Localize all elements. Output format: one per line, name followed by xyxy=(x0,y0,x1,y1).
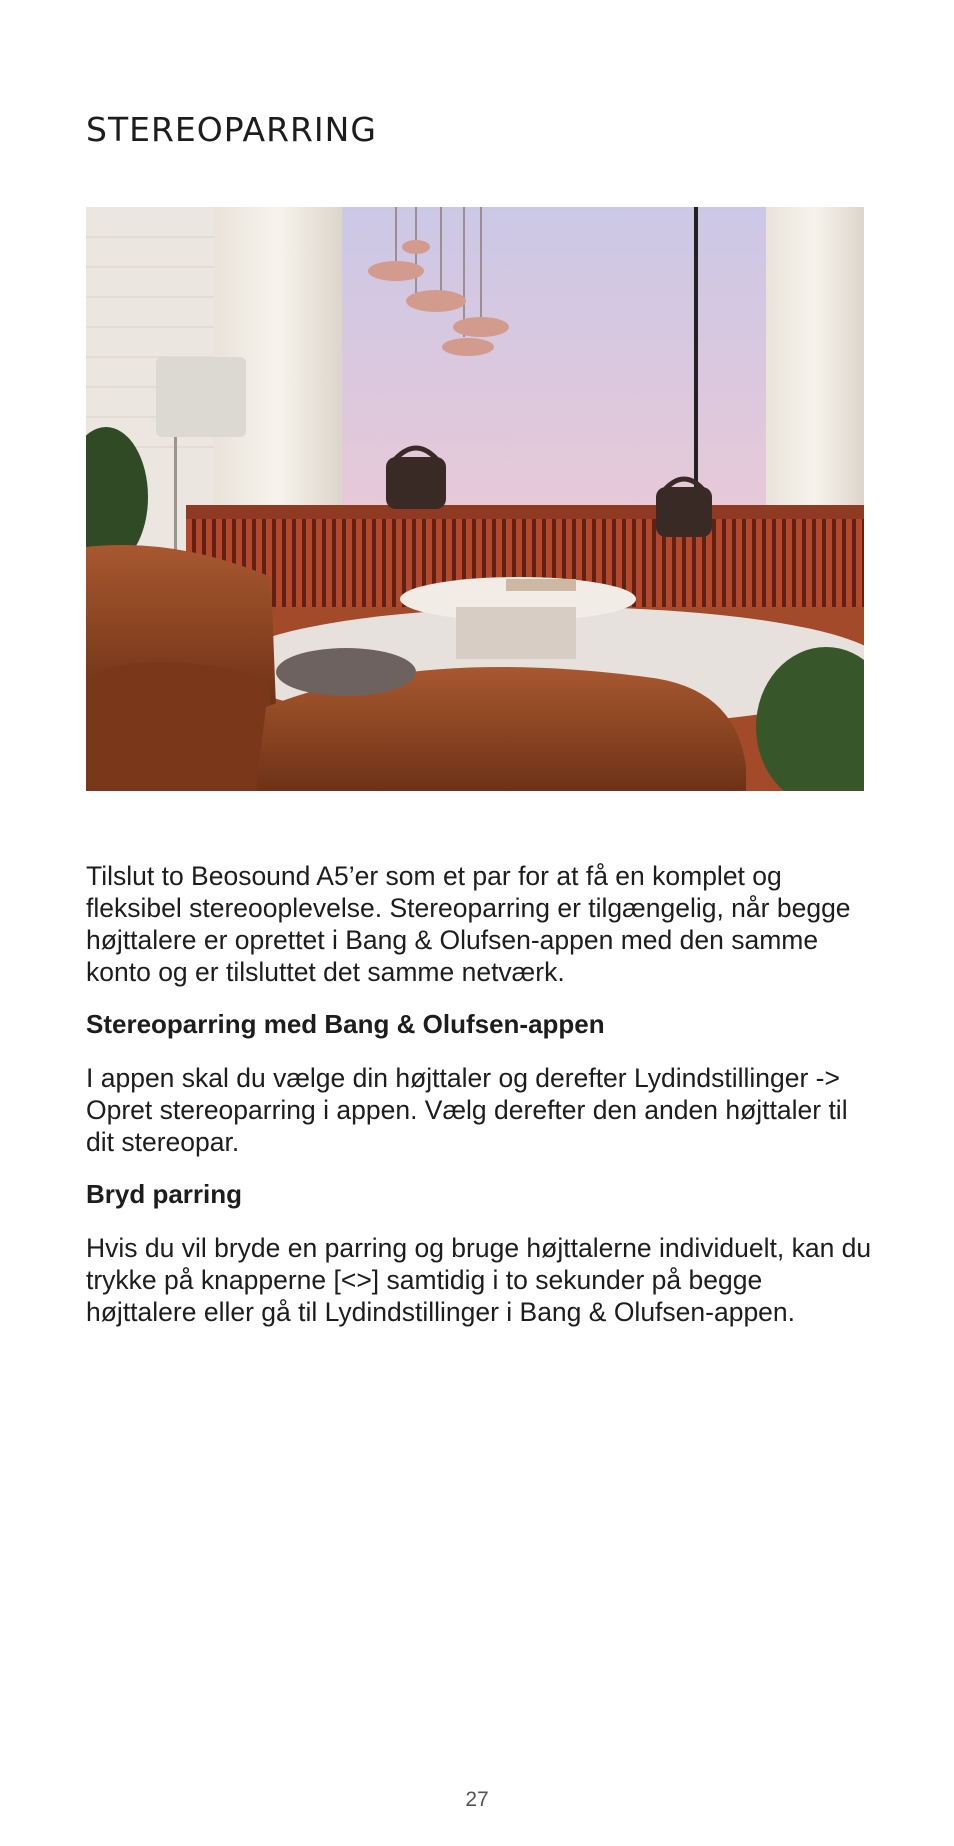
page-number: 27 xyxy=(465,1788,489,1811)
section-heading-app-pairing: Stereoparring med Bang & Olufsen-appen xyxy=(86,1009,605,1039)
break-pairing-paragraph: Hvis du vil bryde en parring og bruge højttalerne individuelt, kan du trykke på knapperne [<>] samtidig i to sekunder på begge højttalere eller gå til Lydindstillinger i Bang & Olufsen-appen. xyxy=(86,1233,872,1327)
section-heading-break-pairing: Bryd parring xyxy=(86,1179,243,1209)
app-pairing-paragraph: I appen skal du vælge din højttaler og derefter Lydindstillinger -> Opret stereoparring i appen. Vælg derefter den anden højttaler til dit stereopar. xyxy=(86,1063,848,1157)
body-text xyxy=(86,860,876,1328)
page-title: STEREOPARRING xyxy=(86,110,377,149)
intro-paragraph: Tilslut to Beosound A5’er som et par for at få en komplet og fleksibel stereooplevelse. Stereoparring er tilgængelig, når begge højttalere er oprettet i Bang & Olufsen-appen med den samme konto og er tilsluttet det samme netværk. xyxy=(86,861,851,987)
living-room-photo xyxy=(86,207,864,791)
